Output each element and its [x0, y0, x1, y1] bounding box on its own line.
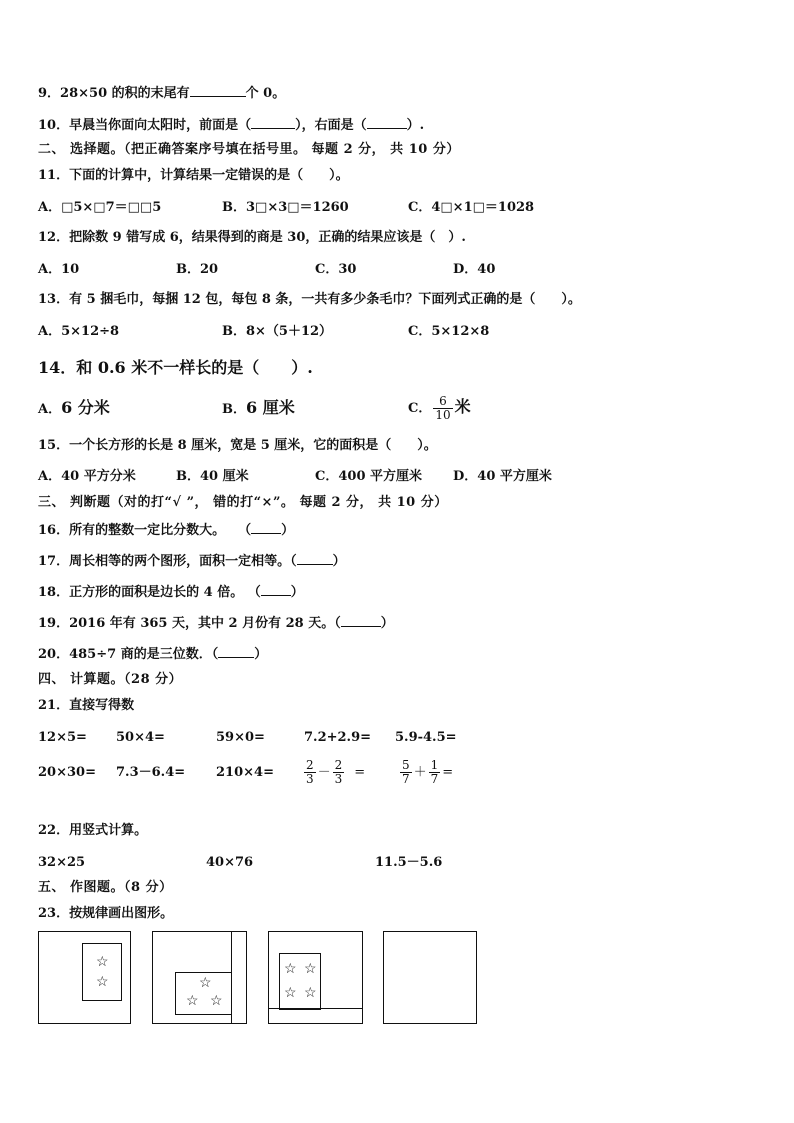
operator: ＋	[413, 765, 427, 780]
calc-item-fraction	[302, 755, 365, 791]
section-3-heading: 三、 判断题（对的打“√ ”， 错的打“×”。 每题 2 分， 共 10 分）	[38, 495, 448, 510]
calc-item: 5.9-4.5=	[395, 730, 457, 745]
answer-blank[interactable]	[251, 521, 281, 534]
option-c[interactable]: C．5×12×8	[408, 324, 490, 339]
option-a[interactable]: A．40 平方分米	[38, 469, 136, 484]
question-9-text: 9．28×50 的积的末尾有	[38, 86, 190, 101]
answer-blank[interactable]	[341, 614, 381, 627]
question-16-text: 16．所有的整数一定比分数大。 （	[38, 523, 252, 538]
fraction	[304, 759, 316, 786]
close-paren: ）	[380, 616, 394, 631]
question-22-stem: 22．用竖式计算。	[38, 823, 148, 838]
close-paren: ）	[290, 585, 304, 600]
option-label: C．	[408, 401, 432, 416]
option-b[interactable]: B．40 厘米	[176, 469, 249, 484]
star-icon: ☆	[304, 985, 317, 1001]
question-9	[38, 84, 285, 102]
numerator: 5	[402, 758, 410, 772]
answer-blank[interactable]	[251, 116, 295, 129]
question-14-stem: 14．和 0.6 米不一样长的是（ ）.	[38, 358, 313, 377]
option-a[interactable]: A．10	[38, 262, 80, 277]
denominator: 3	[334, 772, 343, 786]
question-13-stem: 13．有 5 捆毛巾，每捆 12 包，每包 8 条，一共有多少条毛巾？下面列式正确的是（ ）。	[38, 292, 581, 307]
option-b[interactable]: B．3□×3□＝1260	[222, 200, 349, 215]
question-17-text: 17．周长相等的两个图形，面积一定相等。（	[38, 554, 297, 569]
question-18-text: 18．正方形的面积是边长的 4 倍。 （	[38, 585, 261, 600]
pattern-frame-2	[152, 931, 247, 1024]
star-icon: ☆	[304, 961, 317, 977]
calc-item: 11.5－5.6	[375, 855, 443, 870]
close-paren: ）	[332, 554, 346, 569]
star-icon: ☆	[96, 954, 109, 970]
star-icon: ☆	[284, 961, 297, 977]
option-text: 6 分米	[61, 398, 110, 417]
calc-item: 40×76	[206, 855, 254, 870]
option-b[interactable]: B．20	[176, 262, 219, 277]
unit: 米	[454, 397, 471, 416]
close-paren: ）	[254, 647, 268, 662]
option-c[interactable]: C．400 平方厘米	[315, 469, 423, 484]
denominator: 10	[435, 408, 451, 422]
option-label: A．	[38, 402, 62, 417]
option-a[interactable]: A．□5×□7＝□□5	[38, 200, 162, 215]
question-9-suffix: 个 0。	[245, 86, 286, 101]
fraction	[333, 759, 345, 786]
fraction	[400, 759, 412, 786]
equals: =	[354, 765, 366, 780]
bottom-strip	[268, 1008, 363, 1024]
calc-item: 50×4=	[116, 730, 165, 745]
question-19-text: 19．2016 年有 365 天，其中 2 月份有 28 天。（	[38, 616, 341, 631]
calc-item: 7.3－6.4=	[116, 765, 186, 780]
calc-item: 59×0=	[216, 730, 265, 745]
spacer	[175, 931, 233, 933]
section-2-heading: 二、 选择题。（把正确答案序号填在括号里。 每题 2 分， 共 10 分）	[38, 142, 460, 157]
question-10-text: 10．早晨当你面向太阳时，前面是（	[38, 118, 252, 133]
option-b[interactable]	[222, 400, 295, 418]
question-10	[38, 116, 424, 134]
numerator: 1	[430, 758, 439, 772]
question-18	[38, 583, 304, 601]
calc-item: 20×30=	[38, 765, 96, 780]
question-17	[38, 552, 346, 570]
option-a[interactable]: A．5×12÷8	[38, 324, 120, 339]
inner-rect	[175, 972, 232, 1015]
numerator: 6	[433, 395, 452, 409]
denominator: 7	[402, 772, 410, 786]
option-c[interactable]: C．4□×1□＝1028	[408, 200, 535, 215]
fraction	[433, 395, 452, 422]
option-c[interactable]: C．30	[315, 262, 357, 277]
option-text: 6 厘米	[246, 398, 295, 417]
answer-blank[interactable]	[261, 583, 291, 596]
question-12-stem: 12．把除数 9 错写成 6，结果得到的商是 30，正确的结果应该是（ ）.	[38, 230, 466, 245]
star-icon: ☆	[210, 993, 223, 1009]
option-d[interactable]: D．40 平方厘米	[453, 469, 552, 484]
option-label: B．	[222, 402, 246, 417]
question-11-stem: 11．下面的计算中，计算结果一定错误的是（ ）。	[38, 168, 349, 183]
numerator: 2	[334, 758, 343, 772]
question-10-text-mid: ），右面是（	[295, 118, 367, 133]
side-strip	[231, 931, 247, 1024]
pattern-frame-1	[38, 931, 131, 1024]
calc-item: 210×4=	[216, 765, 274, 780]
star-icon: ☆	[199, 975, 212, 991]
question-15-stem: 15．一个长方形的长是 8 厘米，宽是 5 厘米，它的面积是（ ）。	[38, 438, 437, 453]
inner-rect	[279, 953, 321, 1010]
star-icon: ☆	[284, 985, 297, 1001]
fraction	[429, 759, 441, 786]
numerator: 2	[306, 758, 314, 772]
denominator: 7	[430, 772, 439, 786]
section-4-heading: 四、 计算题。（28 分）	[38, 672, 183, 687]
question-19	[38, 614, 394, 632]
answer-blank[interactable]	[190, 84, 246, 97]
denominator: 3	[306, 772, 314, 786]
question-16	[38, 521, 294, 539]
question-21-stem: 21．直接写得数	[38, 698, 135, 713]
operator: －	[317, 765, 331, 780]
option-a[interactable]	[38, 400, 110, 418]
star-icon: ☆	[96, 974, 109, 990]
close-paren: ）	[281, 523, 295, 538]
answer-blank[interactable]	[297, 552, 333, 565]
question-20	[38, 645, 267, 663]
answer-blank[interactable]	[218, 645, 254, 658]
option-b[interactable]: B．8×（5＋12）	[222, 324, 333, 339]
star-icon: ☆	[186, 993, 199, 1009]
equals: =	[442, 765, 454, 780]
pattern-frame-3	[268, 931, 363, 1024]
question-10-text-end: ）.	[406, 118, 425, 133]
option-d[interactable]: D．40	[453, 262, 496, 277]
section-5-heading: 五、 作图题。（8 分）	[38, 880, 173, 895]
question-20-text: 20．485÷7 商的是三位数．（	[38, 647, 219, 662]
question-23-stem: 23．按规律画出图形。	[38, 906, 174, 921]
calc-item: 12×5=	[38, 730, 87, 745]
pattern-frame-4-blank[interactable]	[383, 931, 477, 1024]
calc-item: 32×25	[38, 855, 86, 870]
calc-item-fraction	[398, 755, 453, 791]
inner-rect	[82, 943, 122, 1001]
option-c[interactable]	[408, 390, 471, 426]
answer-blank[interactable]	[367, 116, 407, 129]
calc-item: 7.2+2.9=	[304, 730, 372, 745]
